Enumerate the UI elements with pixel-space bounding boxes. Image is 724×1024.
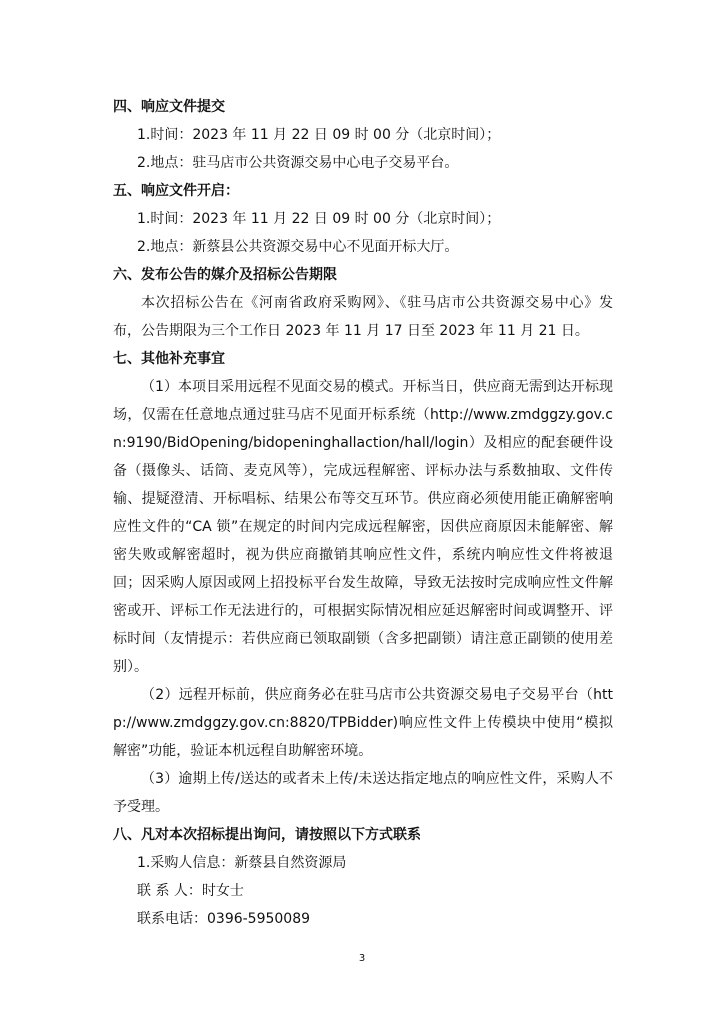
section-heading: 七、其他补充事宜 — [113, 351, 225, 367]
document-body — [113, 93, 613, 933]
list-item: 1.时间：2023 年 11 月 22 日 09 时 00 分（北京时间）； — [137, 127, 501, 143]
paragraph: （3）逾期上传/送达的或者未上传/未送达指定地点的响应性文件，采购人不予受理。 — [113, 771, 613, 815]
section-heading: 四、响应文件提交 — [113, 99, 225, 115]
section-heading: 八、凡对本次招标提出询问，请按照以下方式联系 — [113, 827, 421, 843]
list-item: 1.采购人信息：新蔡县自然资源局 — [137, 855, 347, 871]
list-item: 2.地点：驻马店市公共资源交易中心电子交易平台。 — [137, 155, 459, 171]
list-item: 2.地点：新蔡县公共资源交易中心不见面开标大厅。 — [137, 239, 459, 255]
paragraph: （2）远程开标前，供应商务必在驻马店市公共资源交易电子交易平台（http://www.zmdggzy.gov.cn:8820/TPBidder)响应性文件上传模块中使用“模拟解密”功能，验证本机远程自助解密环境。 — [113, 687, 613, 759]
list-item: 联 系 人：时女士 — [137, 883, 244, 899]
section-heading: 五、响应文件开启： — [113, 183, 239, 199]
list-item: 1.时间：2023 年 11 月 22 日 09 时 00 分（北京时间）； — [137, 211, 501, 227]
page-number: 3 — [358, 953, 366, 964]
paragraph: （1）本项目采用远程不见面交易的模式。开标当日，供应商无需到达开标现场，仅需在任意地点通过驻马店不见面开标系统（http://www.zmdggzy.gov.cn:9190/BidOpening/bidopeninghallaction/hall/login）及相应的配套硬件设备（摄像头、话筒、麦克风等），完成远程解密、评标办法与系数抽取、文件传输、提疑澄清、开标唱标、结果公布等交互环节。供应商必须使用能正确解密响应性文件的“CA 锁”在规定的时间内完成远程解密，因供应商原因未能解密、解密失败或解密超时，视为供应商撤销其响应性文件，系统内响应性文件将被退回；因采购人原因或网上招投标平台发生故障，导致无法按时完成响应性文件解密或开、评标工作无法进行的，可根据实际情况相应延迟解密时间或调整开、评标时间（友情提示：若供应商已领取副锁（含多把副锁）请注意正副锁的使用差别）。 — [113, 379, 613, 675]
list-item: 联系电话：0396-5950089 — [137, 911, 311, 927]
paragraph: 本次招标公告在《河南省政府采购网》、《驻马店市公共资源交易中心》发布，公告期限为三个工作日 2023 年 11 月 17 日至 2023 年 11 月 21 日。 — [113, 295, 613, 339]
section-heading: 六、发布公告的媒介及招标公告期限 — [113, 267, 337, 283]
